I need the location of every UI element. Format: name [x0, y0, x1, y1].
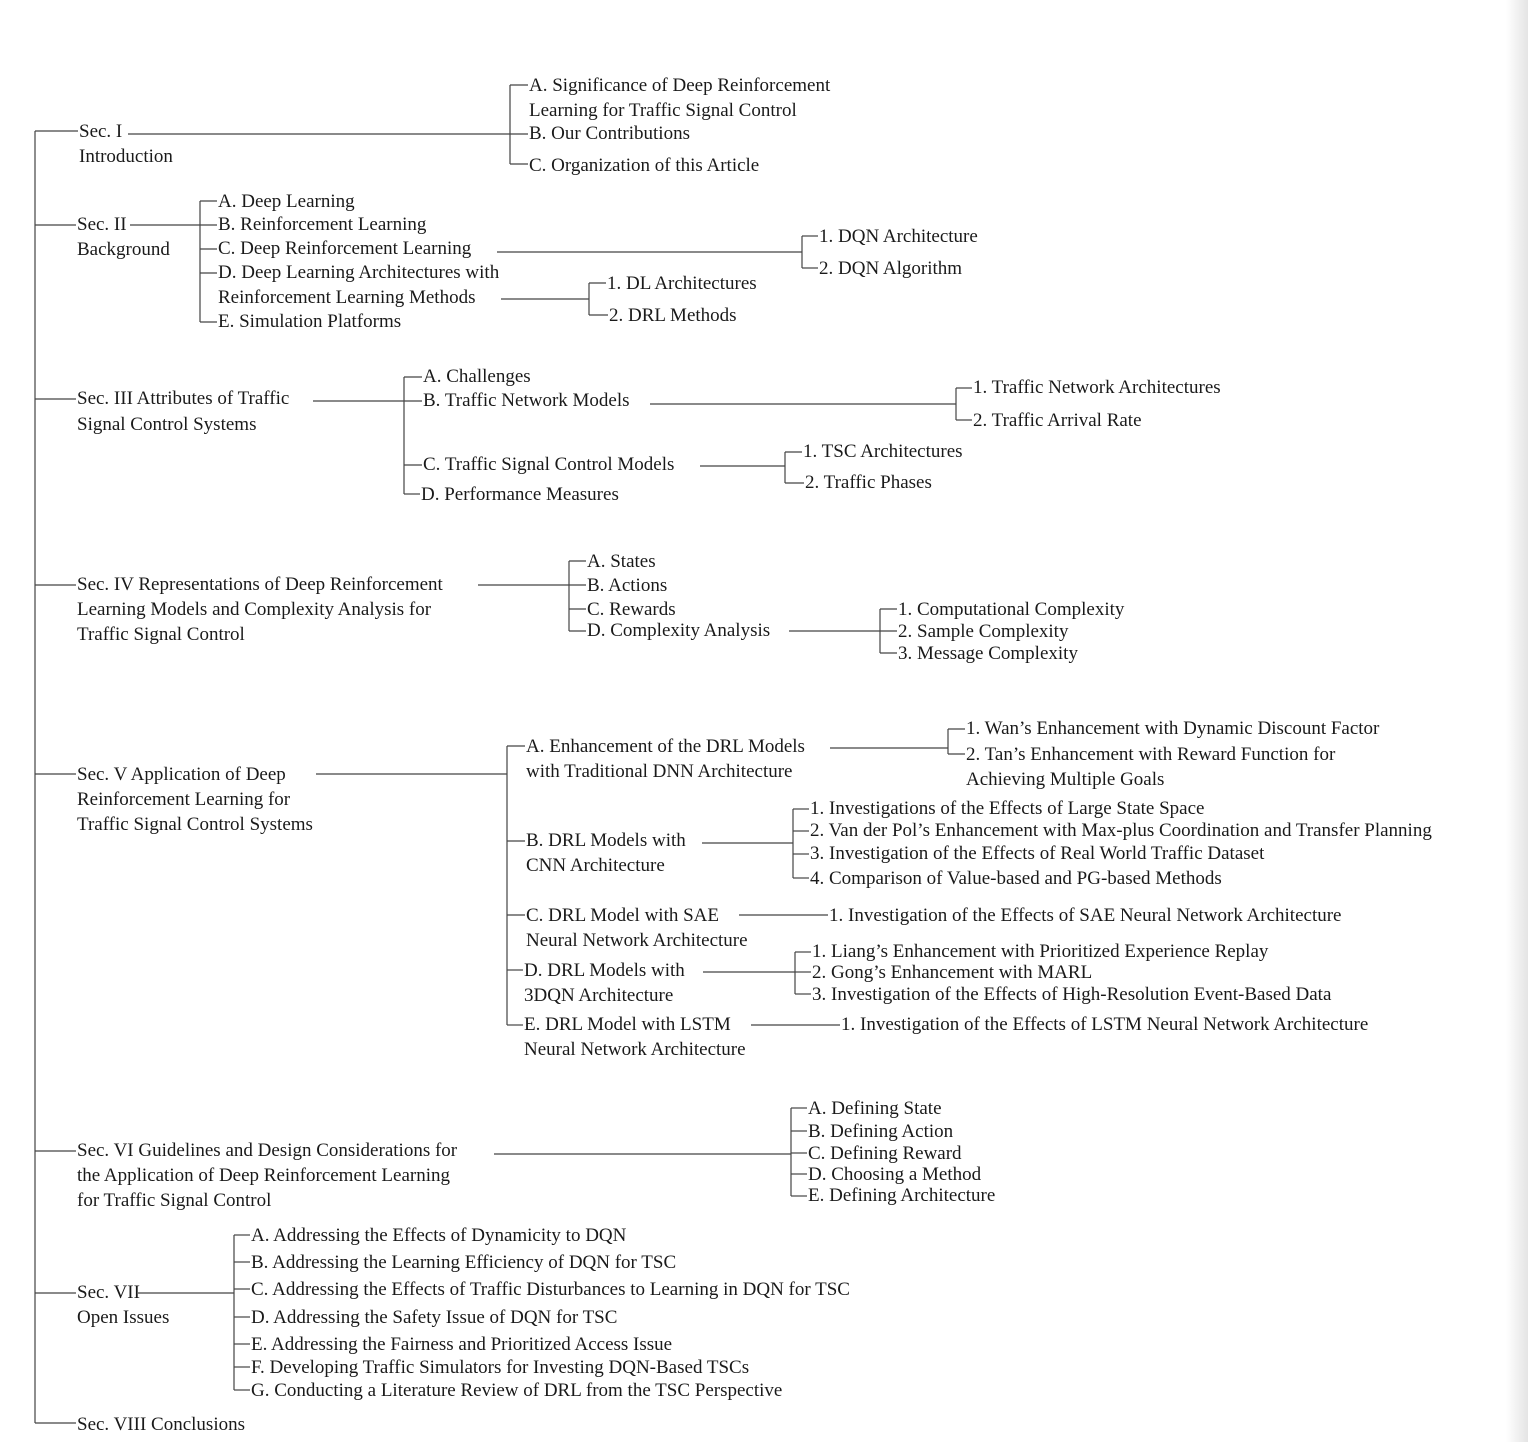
section-4-title-line2: Traffic Signal Control [77, 624, 245, 645]
section-5-c-sub-1: 1. Investigation of the Effects of SAE Neural Network Architecture [829, 905, 1342, 926]
section-1-item-a-line2: Learning for Traffic Signal Control [529, 100, 797, 121]
section-2-item-e: E. Simulation Platforms [218, 311, 402, 332]
section-1-item-b: B. Our Contributions [529, 123, 690, 144]
section-5-item-b: B. DRL Models with [526, 830, 686, 851]
section-2-item-b: B. Reinforcement Learning [218, 214, 427, 235]
section-6-item-d: D. Choosing a Method [808, 1164, 982, 1185]
section-8-label: Sec. VIII Conclusions [77, 1414, 245, 1435]
section-6-item-b: B. Defining Action [808, 1121, 954, 1142]
section-5-a-sub-1: 1. Wan’s Enhancement with Dynamic Discount Factor [966, 718, 1380, 739]
section-1-item-a: A. Significance of Deep Reinforcement [529, 75, 831, 96]
section-7-item-c: C. Addressing the Effects of Traffic Disturbances to Learning in DQN for TSC [251, 1279, 850, 1300]
section-4-item-b: B. Actions [587, 575, 668, 596]
section-4-item-a: A. States [587, 551, 656, 572]
section-7-item-d: D. Addressing the Safety Issue of DQN for TSC [251, 1307, 618, 1328]
section-3-c-sub-1: 1. TSC Architectures [803, 441, 963, 462]
section-5-a-sub-2-line2: Achieving Multiple Goals [966, 769, 1165, 790]
section-4-d-sub-2: 2. Sample Complexity [898, 621, 1069, 642]
section-4-title: Learning Models and Complexity Analysis for [77, 599, 432, 620]
section-5-item-b-line2: CNN Architecture [526, 855, 665, 876]
section-2-title: Background [77, 239, 170, 260]
section-1-label: Sec. I [79, 121, 123, 142]
section-5-item-c: C. DRL Model with SAE [526, 905, 719, 926]
section-3-item-a: A. Challenges [423, 366, 531, 387]
section-5-b-sub-4: 4. Comparison of Value-based and PG-based Methods [810, 868, 1222, 889]
section-7-title: Open Issues [77, 1307, 170, 1328]
section-3-item-c: C. Traffic Signal Control Models [423, 454, 675, 475]
right-edge-shadow [1506, 0, 1528, 1442]
section-3-item-b: B. Traffic Network Models [423, 390, 630, 411]
section-3-title: Signal Control Systems [77, 414, 257, 435]
section-5-e-sub-1: 1. Investigation of the Effects of LSTM Neural Network Architecture [841, 1014, 1369, 1035]
section-7-item-f: F. Developing Traffic Simulators for Investing DQN-Based TSCs [251, 1357, 750, 1378]
section-7-item-b: B. Addressing the Learning Efficiency of DQN for TSC [251, 1252, 677, 1273]
section-4-item-c: C. Rewards [587, 599, 676, 620]
section-3-b-sub-2: 2. Traffic Arrival Rate [973, 410, 1142, 431]
section-7-label: Sec. VII [77, 1282, 140, 1303]
section-4-item-d: D. Complexity Analysis [587, 620, 771, 641]
section-6-title-line2: for Traffic Signal Control [77, 1190, 272, 1211]
section-2-c-sub-2: 2. DQN Algorithm [819, 258, 963, 279]
section-2-item-d: D. Deep Learning Architectures with [218, 262, 500, 283]
section-5-item-a-line2: with Traditional DNN Architecture [526, 761, 793, 782]
section-2-d-sub-2: 2. DRL Methods [609, 305, 737, 326]
section-6-item-a: A. Defining State [808, 1098, 942, 1119]
section-5-d-sub-2: 2. Gong’s Enhancement with MARL [812, 962, 1093, 983]
section-3-c-sub-2: 2. Traffic Phases [805, 472, 932, 493]
section-5-title: Reinforcement Learning for [77, 789, 291, 810]
section-7-item-g: G. Conducting a Literature Review of DRL from the TSC Perspective [251, 1380, 783, 1401]
section-5-b-sub-2: 2. Van der Pol’s Enhancement with Max-plus Coordination and Transfer Planning [810, 820, 1432, 841]
section-2-item-c: C. Deep Reinforcement Learning [218, 238, 472, 259]
section-5-b-sub-1: 1. Investigations of the Effects of Large State Space [810, 798, 1205, 819]
section-5-label: Sec. V Application of Deep [77, 764, 286, 785]
section-6-item-e: E. Defining Architecture [808, 1185, 996, 1206]
section-7-item-e: E. Addressing the Fairness and Prioritized Access Issue [251, 1334, 673, 1355]
section-1-item-c: C. Organization of this Article [529, 155, 760, 176]
section-3-label: Sec. III Attributes of Traffic [77, 388, 290, 409]
section-3-b-sub-1: 1. Traffic Network Architectures [973, 377, 1221, 398]
section-5-item-a: A. Enhancement of the DRL Models [526, 736, 805, 757]
section-5-item-d-line2: 3DQN Architecture [524, 985, 674, 1006]
section-6-label: Sec. VI Guidelines and Design Considerations for [77, 1140, 458, 1161]
section-5-a-sub-2: 2. Tan’s Enhancement with Reward Function for [966, 744, 1336, 765]
section-5-item-e: E. DRL Model with LSTM [524, 1014, 731, 1035]
section-6-title: the Application of Deep Reinforcement Learning [77, 1165, 451, 1186]
section-1-title: Introduction [79, 146, 173, 167]
section-5-item-d: D. DRL Models with [524, 960, 685, 981]
section-7-item-a: A. Addressing the Effects of Dynamicity to DQN [251, 1225, 627, 1246]
section-5-item-c-line2: Neural Network Architecture [526, 930, 748, 951]
section-6-item-c: C. Defining Reward [808, 1143, 962, 1164]
section-3-item-d: D. Performance Measures [421, 484, 619, 505]
section-4-label: Sec. IV Representations of Deep Reinforcement [77, 574, 443, 595]
section-2-d-sub-1: 1. DL Architectures [607, 273, 757, 294]
section-5-d-sub-3: 3. Investigation of the Effects of High-Resolution Event-Based Data [812, 984, 1332, 1005]
section-4-d-sub-1: 1. Computational Complexity [898, 599, 1125, 620]
section-5-title-line2: Traffic Signal Control Systems [77, 814, 313, 835]
section-4-d-sub-3: 3. Message Complexity [898, 643, 1078, 664]
section-2-item-d-line2: Reinforcement Learning Methods [218, 287, 476, 308]
section-2-label: Sec. II [77, 214, 127, 235]
section-5-item-e-line2: Neural Network Architecture [524, 1039, 746, 1060]
section-2-c-sub-1: 1. DQN Architecture [819, 226, 978, 247]
section-2-item-a: A. Deep Learning [218, 191, 355, 212]
section-5-b-sub-3: 3. Investigation of the Effects of Real World Traffic Dataset [810, 843, 1265, 864]
section-5-d-sub-1: 1. Liang’s Enhancement with Prioritized Experience Replay [812, 941, 1269, 962]
